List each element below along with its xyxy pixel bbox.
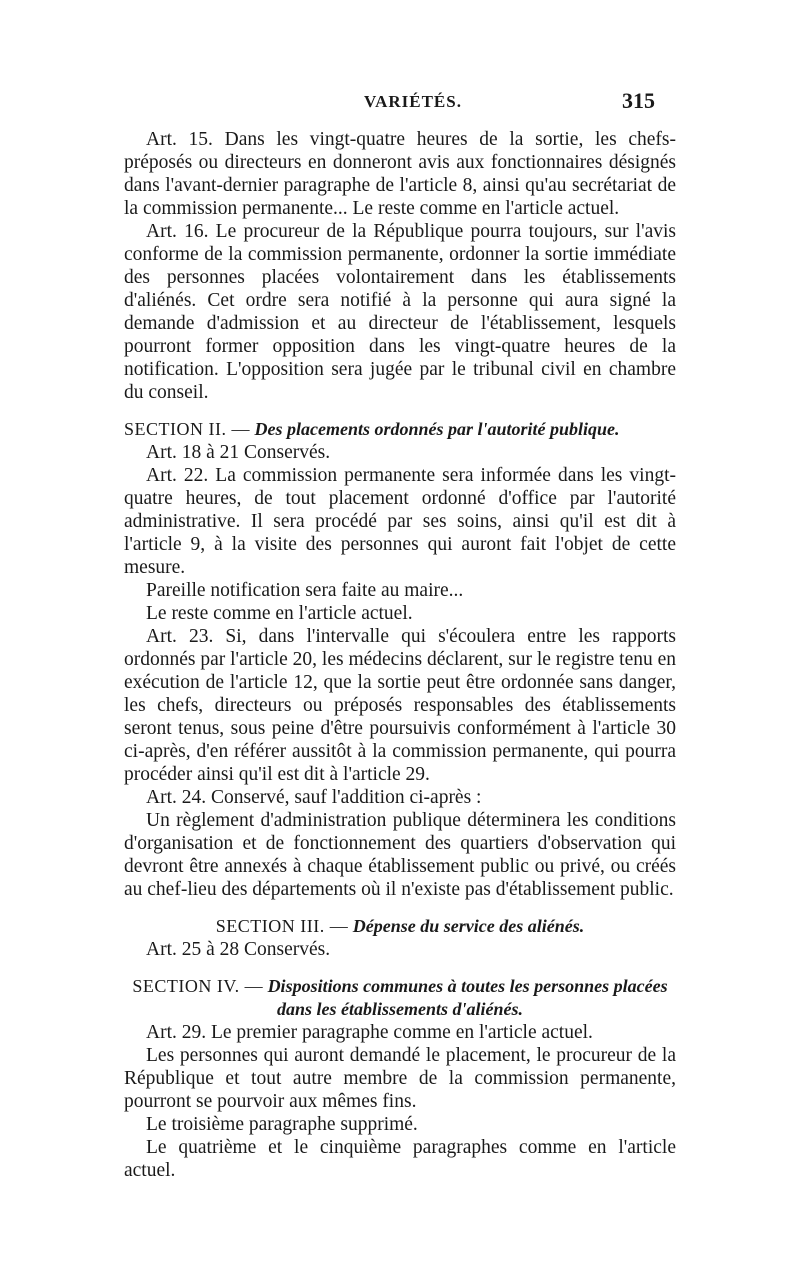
section-3-heading (124, 915, 676, 938)
section-3-title: Dépense du service des aliénés. (352, 916, 585, 936)
section-2-title: Des placements ordonnés par l'autorité publique. (254, 419, 620, 439)
running-title: VARIÉTÉS. (364, 92, 462, 111)
paragraph-reste: Le reste comme en l'article actuel. (146, 603, 413, 624)
paragraph-troisieme: Le troisième paragraphe supprimé. (146, 1114, 418, 1135)
paragraph-quatrieme: Le quatrième et le cinquième paragraphes comme en l'article actuel. (124, 1137, 676, 1181)
paragraph-notification: Pareille notification sera faite au maire... (146, 580, 464, 601)
page-number: 315 (622, 88, 655, 113)
section-2-label: SECTION II. — (124, 419, 250, 439)
article-15: Art. 15. Dans les vingt-quatre heures de la sortie, les chefs-préposés ou directeurs en donneront avis aux fonctionnaires désignés dans l'avant-dernier paragraphe de l'article 8, ainsi qu'au secrétariat de la commission permanente... Le reste comme en l'article actuel. (124, 129, 676, 219)
paragraph-pourvoi: Les personnes qui auront demandé le placement, le procureur de la République et tout autre membre de la commission permanente, pourront se pourvoir aux mêmes fins. (124, 1045, 676, 1112)
article-25-28: Art. 25 à 28 Conservés. (146, 939, 331, 960)
article-16: Art. 16. Le procureur de la République pourra toujours, sur l'avis conforme de la commission permanente, ordonner la sortie immédiate des personnes placées volontairement dans les établissements d'aliénés. Cet ordre sera notifié à la personne qui aura signé la demande d'admission et au directeur de l'établissement, lesquels pourront former opposition dans les vingt-quatre heures de la notification. L'opposition sera jugée par le tribunal civil en chambre du conseil. (124, 221, 676, 403)
section-4-title: Dispositions communes à toutes les personnes placées dans les établissements d'aliénés. (267, 976, 668, 1019)
section-4-heading (124, 975, 676, 1021)
article-24: Art. 24. Conservé, sauf l'addition ci-après : (146, 787, 482, 808)
body-text (124, 128, 676, 1182)
paragraph-reglement: Un règlement d'administration publique déterminera les conditions d'organisation et de fonctionnement des quartiers d'observation qui devront être annexés à chaque établissement public ou privé, ou créés au chef-lieu des départements où il n'existe pas d'établissement public. (124, 810, 676, 900)
page-header (0, 88, 800, 122)
article-22: Art. 22. La commission permanente sera informée dans les vingt-quatre heures, de tout placement ordonné d'office par l'autorité administrative. Il sera procédé par ses soins, ainsi qu'il est dit à l'article 9, à la visite des personnes qui auront fait l'objet de cette mesure. (124, 465, 676, 578)
article-29: Art. 29. Le premier paragraphe comme en l'article actuel. (146, 1022, 593, 1043)
section-2-heading (124, 418, 676, 441)
article-23: Art. 23. Si, dans l'intervalle qui s'écoulera entre les rapports ordonnés par l'article 20, les médecins déclarent, sur le registre tenu en exécution de l'article 12, que la sortie peut être ordonnée sans danger, les chefs, directeurs ou préposés responsables des établissements seront tenus, sous peine d'être poursuivis conformément à l'article 30 ci-après, d'en référer aussitôt à la commission permanente, qui pourra procéder ainsi qu'il est dit à l'article 29. (124, 626, 677, 785)
section-3-label: SECTION III. — (215, 916, 349, 936)
section-4-label: SECTION IV. — (132, 976, 264, 996)
article-18-21: Art. 18 à 21 Conservés. (146, 442, 331, 463)
